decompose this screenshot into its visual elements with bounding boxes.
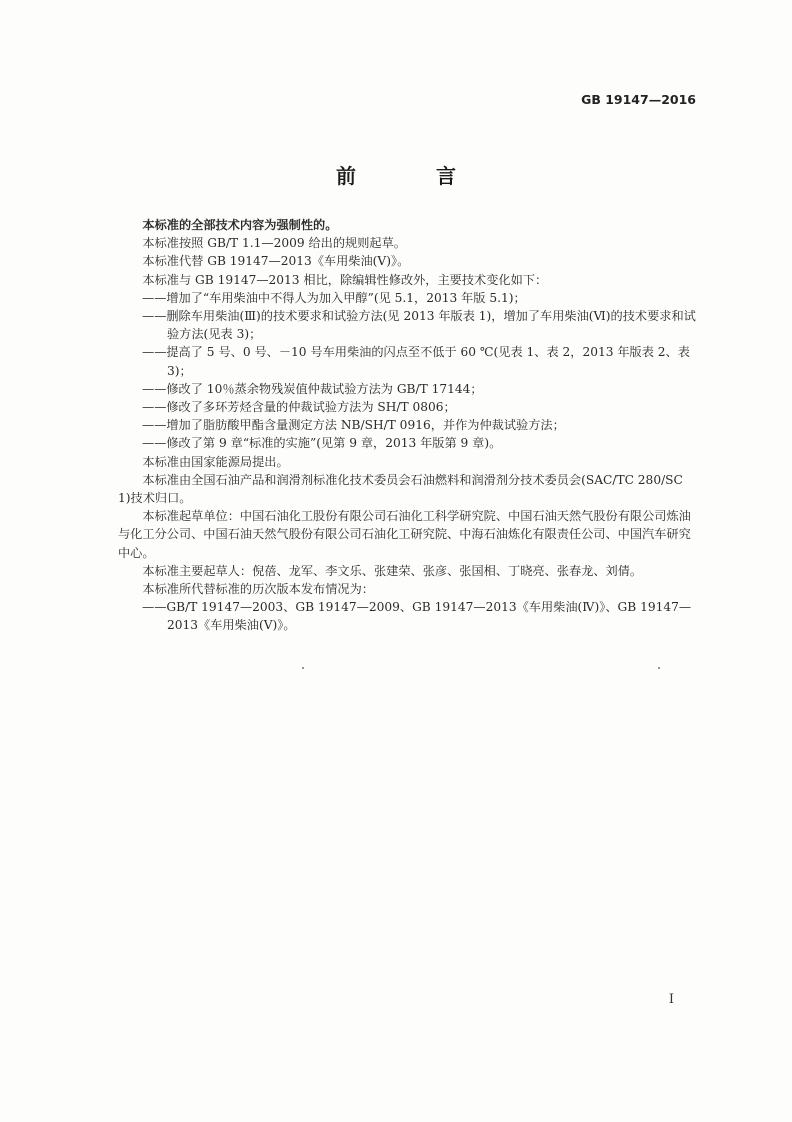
standard-code: GB 19147—2016 [581,92,696,107]
paragraph-drafting-rules: 本标准按照 GB/T 1.1—2009 给出的规则起草。 [142,236,406,251]
change-item: ——增加了“车用柴油中不得人为加入甲醇”(见 5.1，2013 年版 5.1)； [142,290,526,305]
change-item: ——提高了 5 号、0 号、－10 号车用柴油的闪点至不低于 60 ℃(见表 1、表 2，2013 年版表 2、表 3)； [142,345,690,378]
page-number: Ⅰ [668,992,674,1007]
scan-speck [302,667,304,669]
paragraph-replaces: 本标准代替 GB 19147—2013《车用柴油(Ⅴ)》。 [142,254,410,269]
paragraph-drafters: 本标准主要起草人：倪蓓、龙军、李文乐、张建荣、张彦、张国相、丁晓亮、张春龙、刘倩。 [142,563,643,578]
change-item: ——修改了多环芳烃含量的仲裁试验方法为 SH/T 0806； [142,400,456,415]
paragraph-changes-intro: 本标准与 GB 19147—2013 相比，除编辑性修改外，主要技术变化如下： [142,272,548,287]
change-item: ——修改了 10％蒸余物残炭值仲裁试验方法为 GB/T 17144； [142,381,483,396]
history-item: ——GB/T 19147—2003、GB 19147—2009、GB 19147—2013《车用柴油(Ⅳ)》、GB 19147—2013《车用柴油(Ⅴ)》。 [142,600,692,633]
foreword-body [118,216,698,635]
scan-speck [658,667,660,669]
paragraph-technical-committee: 本标准由全国石油产品和润滑剂标准化技术委员会石油燃料和润滑剂分技术委员会(SAC/TC 280/SC 1)技术归口。 [118,472,683,506]
paragraph-drafting-units: 本标准起草单位：中国石油化工股份有限公司石油化工科学研究院、中国石油天然气股份有限公司炼油与化工分公司、中国石油天然气股份有限公司石油化工研究院、中海石油炼化有限责任公司、中国汽车研究中心。 [118,509,691,560]
paragraph-proposer: 本标准由国家能源局提出。 [142,454,289,469]
paragraph-history-intro: 本标准所代替标准的历次版本发布情况为： [142,582,374,597]
change-item: ——删除车用柴油(Ⅲ)的技术要求和试验方法(见 2013 年版表 1)，增加了车用柴油(Ⅵ)的技术要求和试验方法(见表 3)； [142,309,696,342]
change-item: ——修改了第 9 章“标准的实施”(见第 9 章，2013 年版第 9 章)。 [142,436,502,451]
page-title: 前 言 [336,164,486,188]
paragraph-mandatory: 本标准的全部技术内容为强制性的。 [142,218,338,232]
change-item: ——增加了脂肪酸甲酯含量测定方法 NB/SH/T 0916，并作为仲裁试验方法； [142,418,565,433]
